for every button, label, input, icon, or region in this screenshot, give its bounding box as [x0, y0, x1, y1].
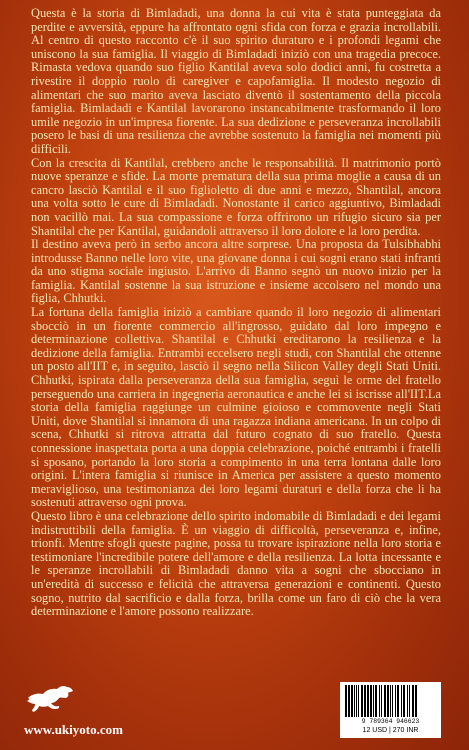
barcode-bar [354, 685, 355, 717]
blurb-paragraph-1: Questa è la storia di Bimladadi, una donna la cui vita è stata punteggiata da perdite e avversità, eppure ha affrontato ogni sfida con forza e grazia incrollabili. Al centro di questo racconto c'è il suo spirito duraturo e i profondi legami che uniscono la sua famiglia. Il viaggio di Bimladadi iniziò con una tragedia precoce. Rimasta vedova quando suo figlio Kantilal aveva solo dodici anni, fu costretta a rivestire il doppio ruolo di caregiver e capofamiglia. Il modesto negozio di alimentari che suo marito aveva lasciato diventò il sostentamento della piccola famiglia. Bimladadi e Kantilal lavorarono instancabilmente trasformando il loro umile negozio in un'impresa fiorente. La sua dedizione e perseveranza incrollabili posero le basi di una resilienza che avrebbe sostenuto la famiglia nei momenti più difficili. [31, 6, 441, 156]
blurb-paragraph-2: Con la crescita di Kantilal, crebbero anche le responsabilità. Il matrimonio portò nuove speranze e sfide. La morte prematura della sua prima moglie a causa di un cancro lasciò Kantilal e il suo figlioletto di due anni e mezzo, Shantilal, ancora una volta sotto le cure di Bimladadi. Nonostante il carico aggiuntivo, Bimladadi non vacillò mai. La sua compassione e forza offrirono un rifugio sicuro sia per Shantilal che per Kantilal, guidandoli attraverso il loro dolore e la loro perdita. [31, 155, 441, 238]
barcode-bar [361, 685, 363, 717]
barcode-bar [367, 685, 369, 717]
isbn-number: 9 789364 946623 [361, 718, 420, 725]
leaping-jaguar-icon [26, 676, 74, 716]
barcode-bars [344, 685, 437, 717]
barcode-bar [358, 685, 359, 717]
barcode-bar [415, 685, 417, 717]
barcode-bar [401, 685, 402, 717]
barcode-bar [364, 685, 366, 717]
barcode-bar [412, 685, 414, 717]
barcode-bar [370, 685, 372, 717]
barcode-bar [390, 685, 391, 717]
blurb-paragraph-4: La fortuna della famiglia iniziò a cambiare quando il loro negozio di alimentari sbocciò in un fiorente commercio all'ingrosso, guidato dal loro impegno e determinazione collettiva. Shantilal e Chhutki ereditarono la resilienza e la dedizione della famiglia. Entrambi eccelsero negli studi, con Shantilal che ottenne un posto all'IIT e, in seguito, lasciò il segno nella Silicon Valley degli Stati Uniti. Chhutki, ispirata dalla perseveranza della sua famiglia, seguì le orme del fratello perseguendo una carriera in ingegneria aeronautica e anche lei si iscrisse all'IIT.La storia della famiglia raggiunge un culmine gioioso e commovente negli Stati Uniti, dove Shantilal si innamora di una ragazza indiana americana. In un colpo di scena, Chhutki si ritrova attratta dal futuro cognato di suo fratello. Questa connessione inaspettata porta a una doppia celebrazione, poiché entrambi i fratelli si sposano, portando la loro storia a compimento in una terra lontana dalle loro origini. L'intera famiglia si riunisce in America per assistere a questo momento meraviglioso, una testimonianza dei loro legami duraturi e della forza che li ha sostenuti attraverso ogni prova. [31, 305, 441, 510]
barcode-bar [379, 685, 380, 717]
barcode-bar [407, 685, 408, 717]
barcode-bar [392, 685, 393, 717]
barcode-bar [395, 685, 396, 717]
barcode-bar [356, 685, 357, 717]
barcode-bar [348, 685, 350, 717]
barcode-bar [403, 685, 405, 717]
barcode-bar [351, 685, 353, 717]
barcode-bar [375, 685, 377, 717]
isbn-barcode [340, 682, 441, 738]
barcode-bar [384, 685, 386, 717]
blurb-paragraph-5: Questo libro è una celebrazione dello spirito indomabile di Bimladadi e dei legami indistruttibili della famiglia. È un viaggio di difficoltà, perseveranza e, infine, trionfi. Mentre sfogli queste pagine, possa tu trovare ispirazione nella loro storia e testimoniare l'incredibile potere dell'amore e della resilienza. La lotta incessante e le speranze incrollabili di Bimladadi danno vita a sogni che sbocciano in un'eredità di successo e felicità che attraversa generazioni e continenti. Questo sogno, nutrito dal sacrificio e dalla forza, brilla come un faro di ciò che la vera determinazione e l'amore possono realizzare. [31, 508, 441, 619]
barcode-bar [381, 685, 382, 717]
barcode-bar [387, 685, 389, 717]
barcode-bar [373, 685, 374, 717]
price-label: 12 USD | 270 INR [362, 727, 419, 734]
barcode-bar [345, 685, 347, 717]
website-url[interactable]: www.ukiyoto.com [24, 722, 123, 737]
blurb-paragraph-3: Il destino aveva però in serbo ancora altre sorprese. Una proposta da Tulsibhabhi introdusse Banno nelle loro vite, una giovane donna i cui sogni erano stati infranti da uno stigma sociale ingiusto. L'arrivo di Banno segnò un nuovo inizio per la famiglia. Kantilal sostenne la sua istruzione e insieme accolsero nel mondo una figlia, Chhutki. [31, 237, 441, 306]
barcode-bar [397, 685, 399, 717]
back-cover-blurb [31, 7, 441, 619]
barcode-bar [409, 685, 410, 717]
